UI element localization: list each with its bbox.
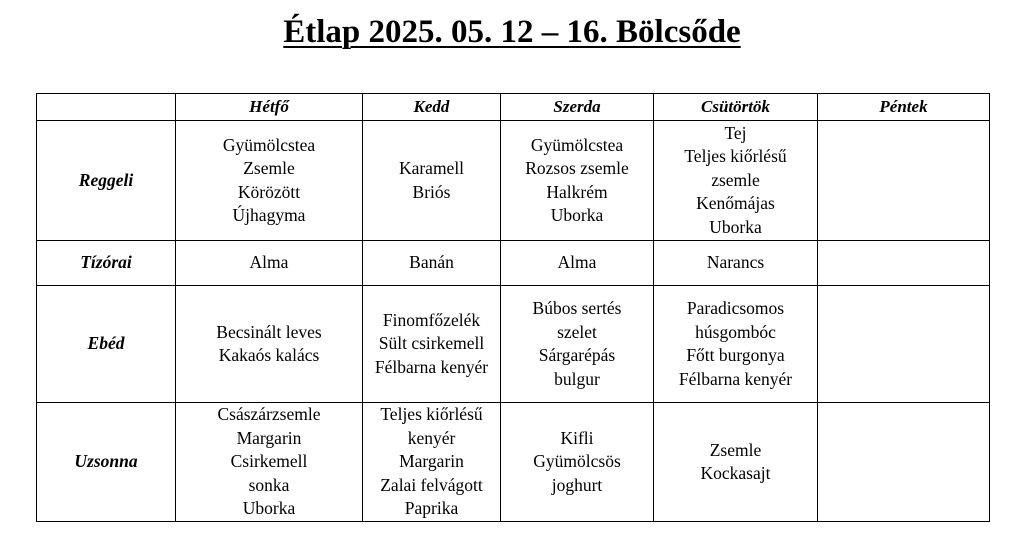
meal-label: Uzsonna bbox=[37, 403, 176, 522]
menu-cell-csutortok bbox=[654, 121, 818, 241]
menu-cell-szerda bbox=[501, 286, 654, 403]
menu-item: Kakaós kalács bbox=[218, 345, 320, 365]
menu-item: Becsinált leves bbox=[216, 321, 322, 342]
menu-cell-csutortok bbox=[654, 286, 818, 403]
menu-cell-szerda bbox=[501, 121, 654, 241]
menu-item: Zalai felvágott bbox=[380, 474, 483, 495]
menu-item: Főtt burgonya bbox=[686, 345, 785, 365]
corner-cell bbox=[37, 94, 176, 121]
menu-item: Csirkemell bbox=[230, 451, 308, 472]
day-header-szerda: Szerda bbox=[501, 94, 654, 121]
menu-item: Kockasajt bbox=[700, 463, 771, 483]
menu-item: kenyér bbox=[407, 427, 456, 448]
menu-cell-kedd bbox=[363, 121, 501, 241]
menu-item: zsemle bbox=[711, 169, 760, 190]
menu-item: Félbarna kenyér bbox=[374, 356, 489, 377]
menu-item: Tej bbox=[724, 122, 747, 143]
menu-item: Banán bbox=[409, 252, 454, 273]
table-row bbox=[37, 403, 990, 522]
table-row bbox=[37, 286, 990, 403]
menu-item: bulgur bbox=[554, 368, 600, 389]
menu-item: sonka bbox=[248, 474, 290, 495]
menu-item: Körözött bbox=[237, 181, 301, 202]
header-row bbox=[37, 94, 990, 121]
menu-cell-csutortok bbox=[654, 403, 818, 522]
menu-item: Halkrém bbox=[546, 181, 608, 202]
menu-item: Zsemle bbox=[709, 439, 762, 460]
menu-cell-hetfo bbox=[176, 121, 363, 241]
menu-item: joghurt bbox=[551, 474, 603, 495]
menu-item: Gyümölcstea bbox=[222, 134, 316, 155]
menu-cell-szerda bbox=[501, 241, 654, 286]
menu-item: Uborka bbox=[242, 498, 296, 519]
menu-item: Teljes kiőrlésű bbox=[684, 146, 787, 167]
menu-item: szelet bbox=[557, 321, 597, 342]
menu-cell-pentek bbox=[818, 286, 990, 403]
menu-item: Paradicsomos bbox=[686, 298, 785, 318]
menu-cell-kedd bbox=[363, 403, 501, 522]
day-header-kedd: Kedd bbox=[363, 94, 501, 121]
menu-cell-csutortok bbox=[654, 241, 818, 286]
menu-item: Karamell bbox=[398, 158, 465, 178]
menu-item: Paprika bbox=[404, 498, 459, 519]
menu-cell-pentek bbox=[818, 121, 990, 241]
menu-cell-kedd bbox=[363, 286, 501, 403]
menu-item: Gyümölcsös bbox=[533, 451, 621, 472]
menu-item: Rozsos zsemle bbox=[525, 158, 629, 178]
meal-label: Ebéd bbox=[37, 286, 176, 403]
table-row bbox=[37, 121, 990, 241]
menu-cell-hetfo bbox=[176, 286, 363, 403]
menu-item: Briós bbox=[412, 181, 451, 202]
menu-item: Búbos sertés bbox=[532, 298, 622, 318]
menu-item: Újhagyma bbox=[232, 205, 306, 225]
day-header-pentek: Péntek bbox=[818, 94, 990, 121]
menu-table bbox=[36, 93, 990, 522]
menu-cell-hetfo bbox=[176, 241, 363, 286]
menu-cell-hetfo bbox=[176, 403, 363, 522]
menu-item: Császárzsemle bbox=[217, 404, 321, 425]
menu-item: Alma bbox=[557, 252, 597, 273]
menu-item: Uborka bbox=[550, 205, 604, 225]
menu-item: Alma bbox=[249, 252, 289, 273]
menu-item: húsgombóc bbox=[695, 321, 776, 342]
menu-item: Zsemle bbox=[243, 158, 295, 178]
table-row bbox=[37, 241, 990, 286]
day-header-csutortok: Csütörtök bbox=[654, 94, 818, 121]
menu-item: Margarin bbox=[236, 427, 302, 448]
menu-item: Sárgarépás bbox=[538, 345, 616, 365]
menu-item: Sült csirkemell bbox=[378, 333, 485, 354]
menu-item: Margarin bbox=[399, 451, 464, 472]
menu-cell-pentek bbox=[818, 241, 990, 286]
meal-label: Reggeli bbox=[37, 121, 176, 241]
menu-item: Finomfőzelék bbox=[382, 309, 481, 330]
day-header-hetfo: Hétfő bbox=[176, 94, 363, 121]
menu-cell-szerda bbox=[501, 403, 654, 522]
menu-item: Kenőmájas bbox=[696, 193, 775, 214]
menu-item: Kifli bbox=[560, 427, 594, 448]
menu-item: Uborka bbox=[709, 216, 762, 237]
menu-item: Narancs bbox=[706, 252, 765, 273]
menu-cell-kedd bbox=[363, 241, 501, 286]
page-title: Étlap 2025. 05. 12 – 16. Bölcsőde bbox=[283, 14, 741, 50]
meal-label: Tízórai bbox=[37, 241, 176, 286]
menu-item: Gyümölcstea bbox=[530, 134, 624, 155]
menu-cell-pentek bbox=[818, 403, 990, 522]
menu-item: Félbarna kenyér bbox=[678, 368, 793, 389]
menu-item: Teljes kiőrlésű bbox=[380, 404, 483, 425]
